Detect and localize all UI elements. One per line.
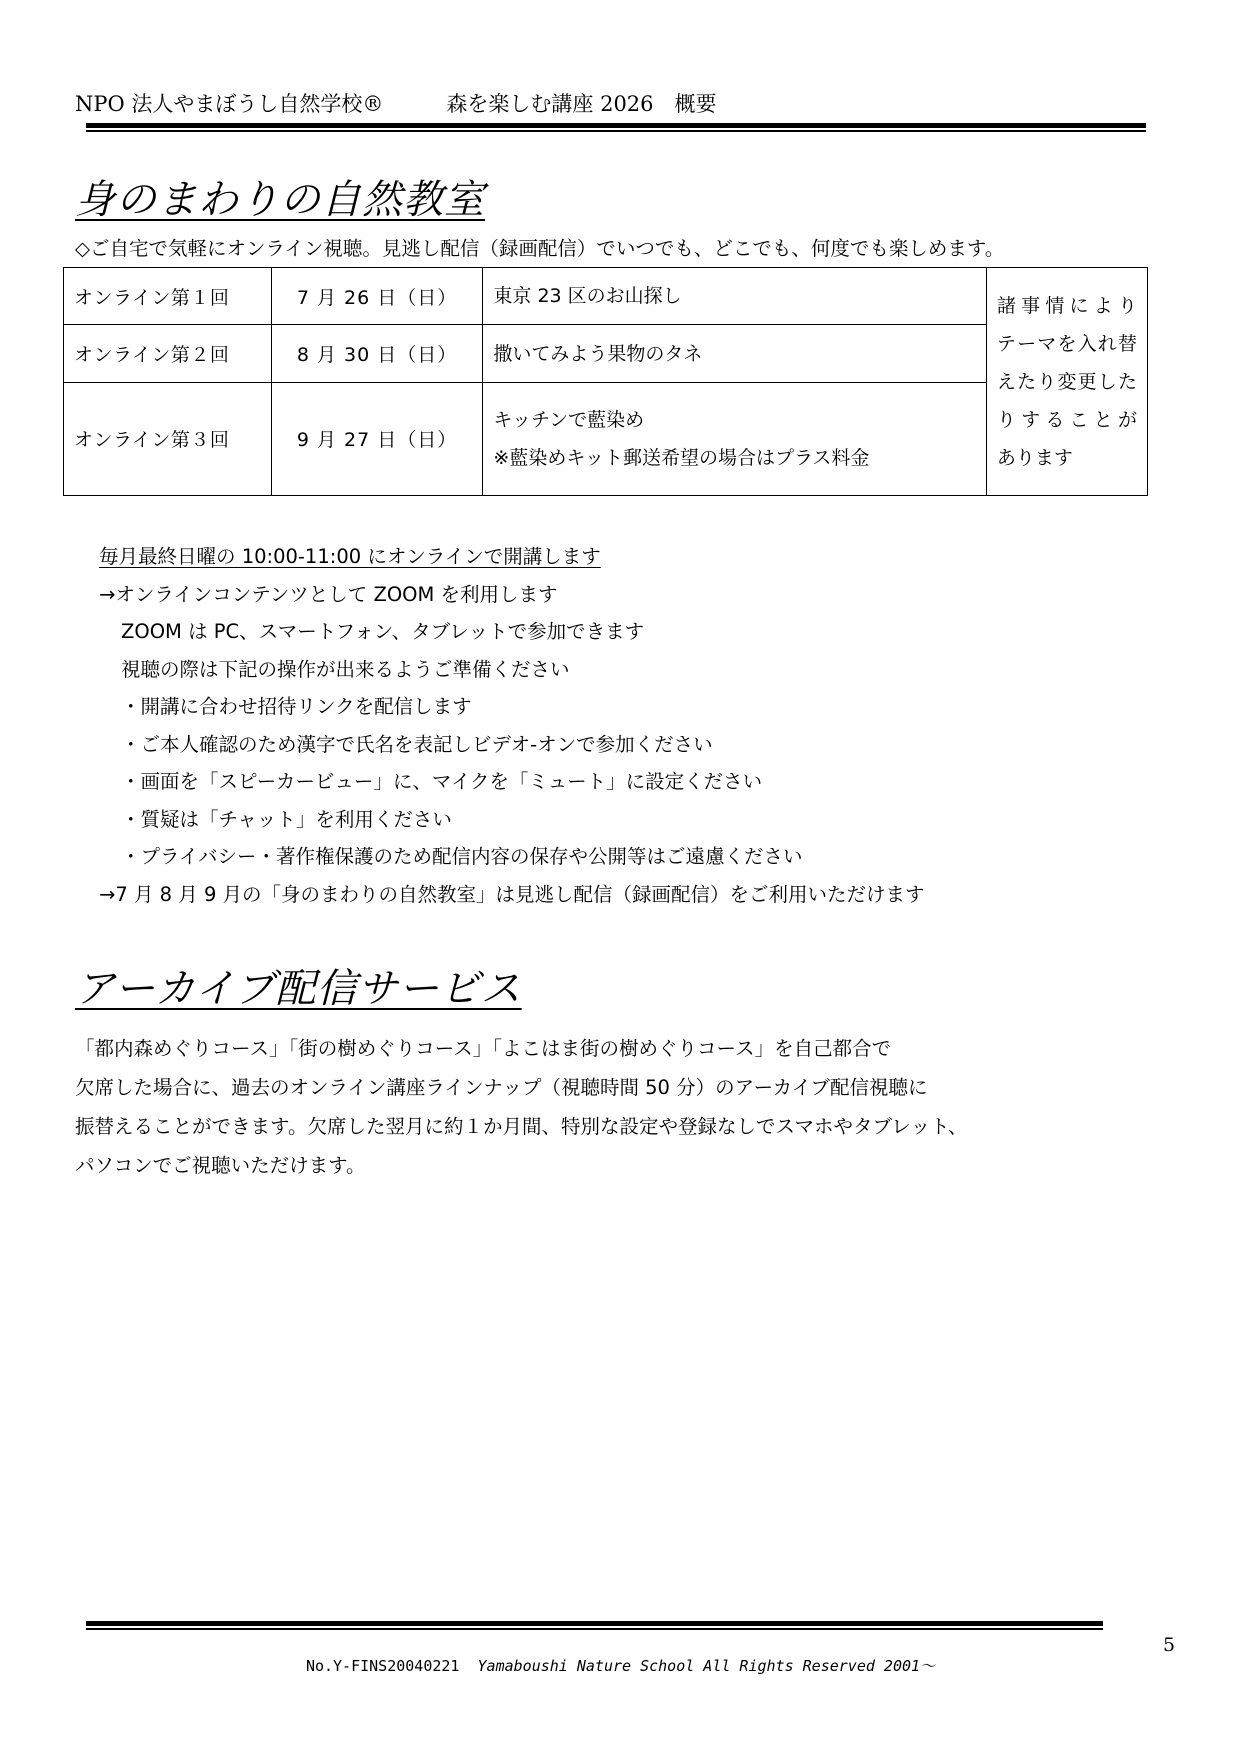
paragraph-line: 振替えることができます。欠席した翌月に約１か月間、特別な設定や登録なしでスマホやタブレット、: [75, 1115, 968, 1138]
archive-paragraph: [75, 1029, 1175, 1185]
topic-cell: [483, 325, 987, 382]
note-line: あります: [996, 446, 1073, 469]
info-line: →オンラインコンテンツとして ZOOM を利用します: [99, 583, 558, 606]
info-line: ・質疑は「チャット」を利用ください: [121, 808, 452, 831]
section-intro: ◇ご自宅で気軽にオンライン視聴。見逃し配信（録画配信）でいつでも、どこでも、何度でも楽しめます。: [75, 237, 1005, 260]
date-cell: 9 月 27 日（日）: [271, 382, 483, 495]
section-title-nature-class: 身のまわりの自然教室: [75, 177, 485, 223]
info-line: ・画面を「スピーカービュー」に、マイクを「ミュート」に設定ください: [121, 770, 763, 793]
info-line: ・プライバシー・著作権保護のため配信内容の保存や公開等はご遠慮ください: [121, 845, 803, 868]
note-line: りすることが: [996, 408, 1137, 431]
date-cell: 7 月 26 日（日）: [271, 268, 483, 325]
footer-rule-thick: [86, 1621, 1103, 1626]
header-org: NPO 法人やまぼうし自然学校®: [75, 92, 384, 116]
schedule-table: [63, 267, 1148, 496]
note-line: 諸事情により: [996, 294, 1137, 317]
note-line: テーマを入れ替: [996, 332, 1137, 355]
copyright-text: Yamaboushi Nature School All Rights Reserved 2001～: [477, 1657, 936, 1675]
header-rule-thin: [86, 130, 1146, 132]
schedule-time: 毎月最終日曜の 10:00-11:00 にオンラインで開講します: [99, 545, 601, 568]
date-cell: 8 月 30 日（日）: [271, 325, 483, 382]
topic-text: 撒いてみよう果物のタネ: [493, 342, 703, 365]
topic-text: 東京 23 区のお山探し: [493, 285, 682, 308]
info-line: ・ご本人確認のため漢字で氏名を表記しビデオ-オンで参加ください: [121, 733, 713, 756]
info-line: 視聴の際は下記の操作が出来るようご準備ください: [121, 658, 570, 681]
info-line: ・開講に合わせ招待リンクを配信します: [121, 695, 472, 718]
topic-cell: [483, 268, 987, 325]
topic-note: ※藍染めキット郵送希望の場合はプラス料金: [493, 446, 870, 469]
paragraph-line: 欠席した場合に、過去のオンライン講座ラインナップ（視聴時間 50 分）のアーカイブ配信視聴に: [75, 1076, 928, 1099]
info-line: ZOOM は PC、スマートフォン、タブレットで参加できます: [121, 620, 645, 643]
topic-cell: [483, 382, 987, 495]
header: [75, 88, 717, 118]
note-cell: [986, 268, 1147, 496]
table-row: [64, 268, 1148, 325]
round-cell: オンライン第１回: [64, 268, 272, 325]
table-row: [64, 382, 1148, 495]
header-doc-title: 森を楽しむ講座 2026 概要: [446, 92, 717, 116]
section-title-archive: アーカイブ配信サービス: [75, 966, 522, 1012]
round-cell: オンライン第２回: [64, 325, 272, 382]
page-number: 5: [1163, 1634, 1176, 1656]
table-row: [64, 325, 1148, 382]
round-cell: オンライン第３回: [64, 382, 272, 495]
header-rule-thick: [86, 123, 1146, 128]
footer-copyright: [0, 1655, 1241, 1676]
paragraph-line: パソコンでご視聴いただけます。: [75, 1154, 366, 1177]
note-line: えたり変更した: [996, 370, 1137, 393]
paragraph-line: 「都内森めぐりコース」「街の樹めぐりコース」「よこはま街の樹めぐりコース」を自己都合で: [75, 1037, 892, 1060]
topic-text: キッチンで藍染め: [493, 408, 645, 431]
doc-number: No.Y-FINS20040221: [305, 1657, 460, 1675]
footer-rule-thin: [86, 1628, 1103, 1630]
closing-line: →7 月 8 月 9 月の「身のまわりの自然教室」は見逃し配信（録画配信）をご利用いただけます: [99, 883, 925, 906]
